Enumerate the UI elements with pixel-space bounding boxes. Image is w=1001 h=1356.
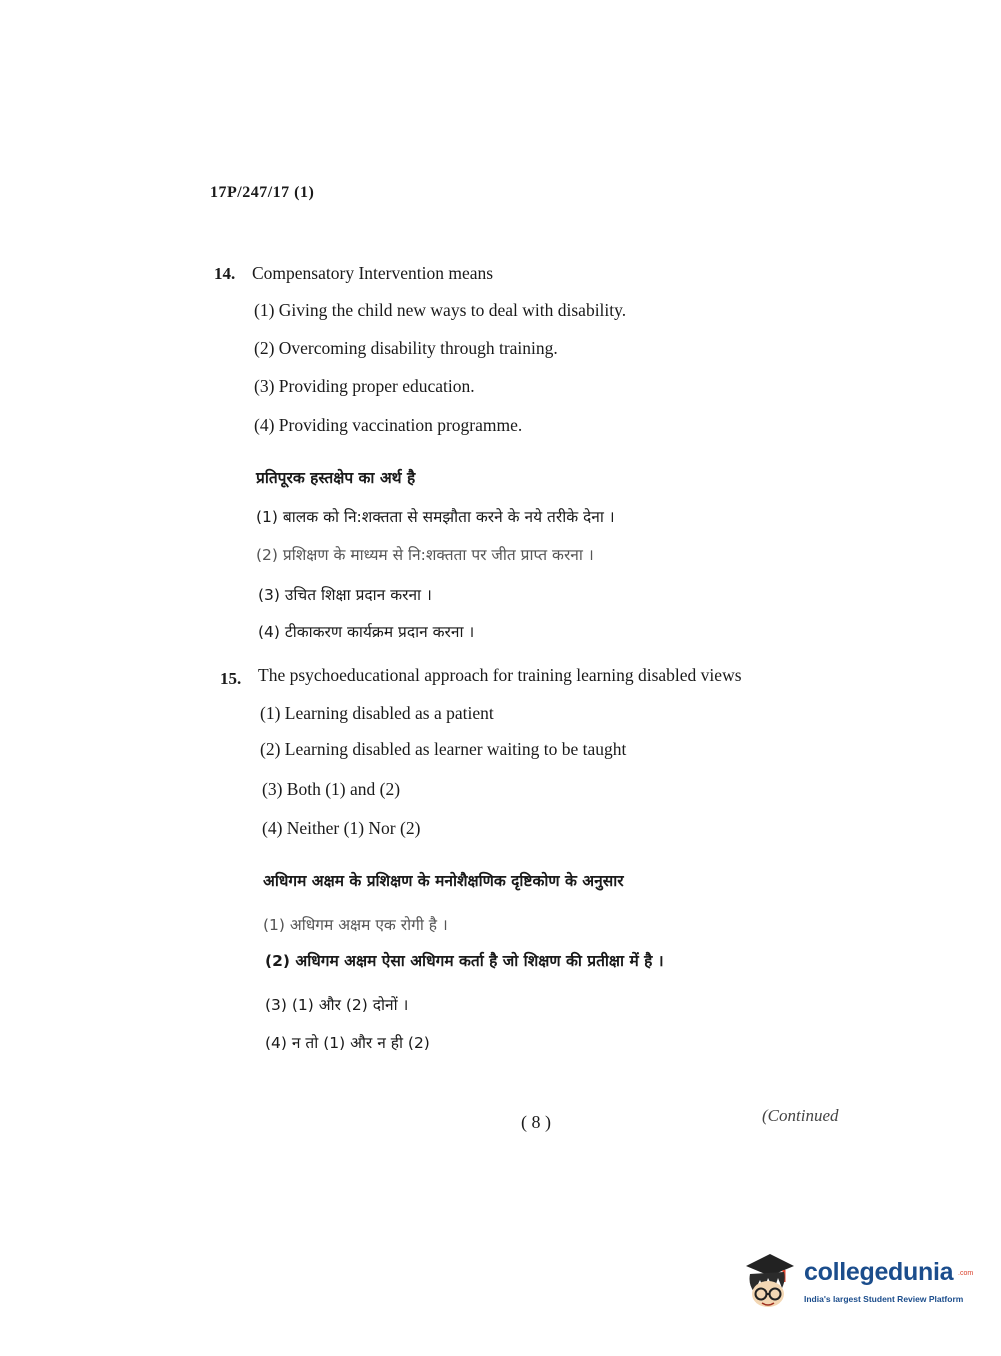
option-en: (3) Both (1) and (2) xyxy=(262,779,401,799)
page-number: ( 8 ) xyxy=(521,1112,551,1132)
option-hi: (3) उचित शिक्षा प्रदान करना । xyxy=(258,586,432,604)
option-hi: (1) अधिगम अक्षम एक रोगी है । xyxy=(263,916,448,934)
logo-suffix: .com xyxy=(958,1270,974,1277)
option-hi: (2) प्रशिक्षण के माध्यम से नि:शक्तता पर जीत प्राप्त करना । xyxy=(256,546,594,564)
option-hi: (3) (1) और (2) दोनों । xyxy=(265,996,409,1014)
option-en: (4) Providing vaccination programme. xyxy=(254,415,523,435)
option-hi: (4) न तो (1) और न ही (2) xyxy=(265,1034,430,1052)
option-en: (1) Learning disabled as a patient xyxy=(260,703,494,723)
collegedunia-logo xyxy=(740,1248,974,1318)
mascot-icon xyxy=(740,1250,798,1310)
logo-name: collegedunia xyxy=(804,1258,954,1286)
paper-code: 17P/247/17 (1) xyxy=(210,184,315,201)
option-en: (3) Providing proper education. xyxy=(254,376,475,396)
option-hi: (2) अधिगम अक्षम ऐसा अधिगम कर्ता है जो शिक्षण की प्रतीक्षा में है । xyxy=(265,952,664,970)
continued-note: (Continued xyxy=(762,1106,839,1125)
question-number: 14. xyxy=(214,264,236,283)
logo-tagline: India's largest Student Review Platform xyxy=(804,1294,964,1304)
option-hi: (1) बालक को नि:शक्तता से समझौता करने के नये तरीके देना । xyxy=(256,508,615,526)
question-number: 15. xyxy=(220,669,242,688)
option-en: (4) Neither (1) Nor (2) xyxy=(262,818,421,838)
question-text: Compensatory Intervention means xyxy=(252,263,494,283)
option-hi: (4) टीकाकरण कार्यक्रम प्रदान करना । xyxy=(258,623,475,641)
option-en: (2) Overcoming disability through training. xyxy=(254,338,558,358)
option-en: (1) Giving the child new ways to deal with disability. xyxy=(254,300,627,320)
option-en: (2) Learning disabled as learner waiting to be taught xyxy=(260,739,627,759)
question-text-hindi: प्रतिपूरक हस्तक्षेप का अर्थ है xyxy=(256,469,416,487)
question-text-hindi: अधिगम अक्षम के प्रशिक्षण के मनोशैक्षणिक दृष्टिकोण के अनुसार xyxy=(263,872,624,890)
question-text: The psychoeducational approach for training learning disabled views xyxy=(258,665,742,685)
